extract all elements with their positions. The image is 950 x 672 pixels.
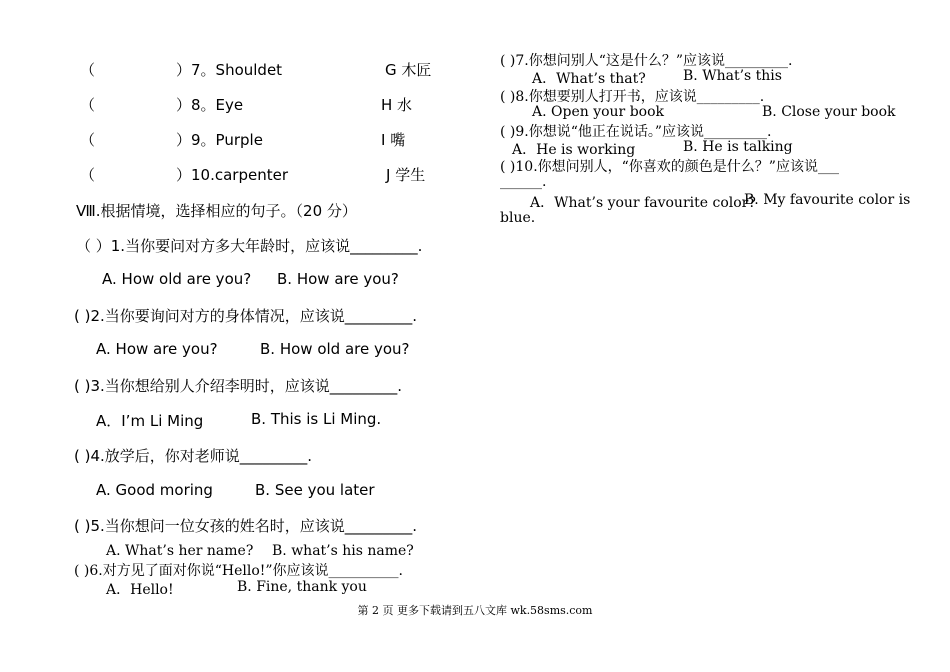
question-2: ( )2.当你要询问对方的身体情况，应该说_________.	[74, 307, 418, 325]
option-b: B. How old are you?	[260, 340, 410, 358]
match-answer: I 嘴	[381, 131, 406, 149]
option-b: B. Close your book	[762, 104, 896, 120]
match-answer: G 木匠	[385, 61, 432, 79]
option-a: A．What’s your favourite color?	[530, 195, 756, 211]
option-b: B. Fine, thank you	[237, 579, 367, 595]
match-word: ）9。Purple	[176, 131, 263, 149]
option-a: A．Hello!	[106, 582, 174, 598]
match-word: ）8。Eye	[176, 96, 244, 114]
option-a: A. How are you?	[96, 340, 218, 358]
option-a: A. What’s her name?	[106, 543, 254, 559]
question-10-blank: ______.	[500, 174, 547, 190]
option-a: A. Good moring	[96, 481, 213, 499]
paren-open: （	[80, 96, 96, 114]
match-word: ）10.carpenter	[176, 166, 288, 184]
option-b: B. This is Li Ming.	[251, 410, 382, 428]
paren-open: （	[80, 131, 96, 149]
question-3: ( )3.当你想给别人介绍李明时，应该说_________.	[74, 377, 403, 395]
option-b-cont: blue.	[500, 210, 536, 226]
option-a: A．I’m Li Ming	[96, 412, 204, 430]
paren-open: （	[80, 166, 96, 184]
question-7: ( )7.你想问别人“这是什么？”应该说_________.	[500, 53, 793, 69]
option-a: A. Open your book	[532, 104, 665, 120]
option-b: B. See you later	[255, 481, 375, 499]
option-b: B. How are you?	[277, 270, 399, 288]
match-word: ）7。Shouldet	[176, 61, 283, 79]
question-6: ( )6.对方见了面对你说“Hello!”你应该说__________.	[74, 563, 403, 579]
section-title: Ⅷ.根据情境，选择相应的句子。（20 分）	[76, 202, 357, 220]
question-8: ( )8.你想要别人打开书，应该说_________.	[500, 89, 765, 105]
question-4: ( )4.放学后，你对老师说_________.	[74, 447, 313, 465]
option-b: B. What’s this	[683, 68, 782, 84]
option-a: A. How old are you?	[102, 270, 252, 288]
option-b: B. He is talking	[683, 139, 793, 155]
option-b: B. My favourite color is	[744, 192, 911, 208]
question-10: ( )10.你想问别人，“你喜欢的颜色是什么？”应该说___	[500, 159, 839, 175]
option-a: A．What’s that?	[532, 71, 646, 87]
match-answer: J 学生	[386, 166, 426, 184]
option-b: B. what’s his name?	[272, 543, 414, 559]
page-footer: 第 2 页 更多下载请到五八文库 wk.58sms.com	[357, 604, 593, 617]
option-a: A．He is working	[512, 142, 636, 158]
match-answer: H 水	[381, 96, 413, 114]
question-9: ( )9.你想说“他正在说话。”应该说_________.	[500, 124, 772, 140]
question-5: ( )5.当你想问一位女孩的姓名时，应该说_________.	[74, 517, 418, 535]
paren-open: （	[80, 61, 96, 79]
question-1: （ ）1.当你要问对方多大年龄时，应该说_________.	[76, 237, 423, 255]
